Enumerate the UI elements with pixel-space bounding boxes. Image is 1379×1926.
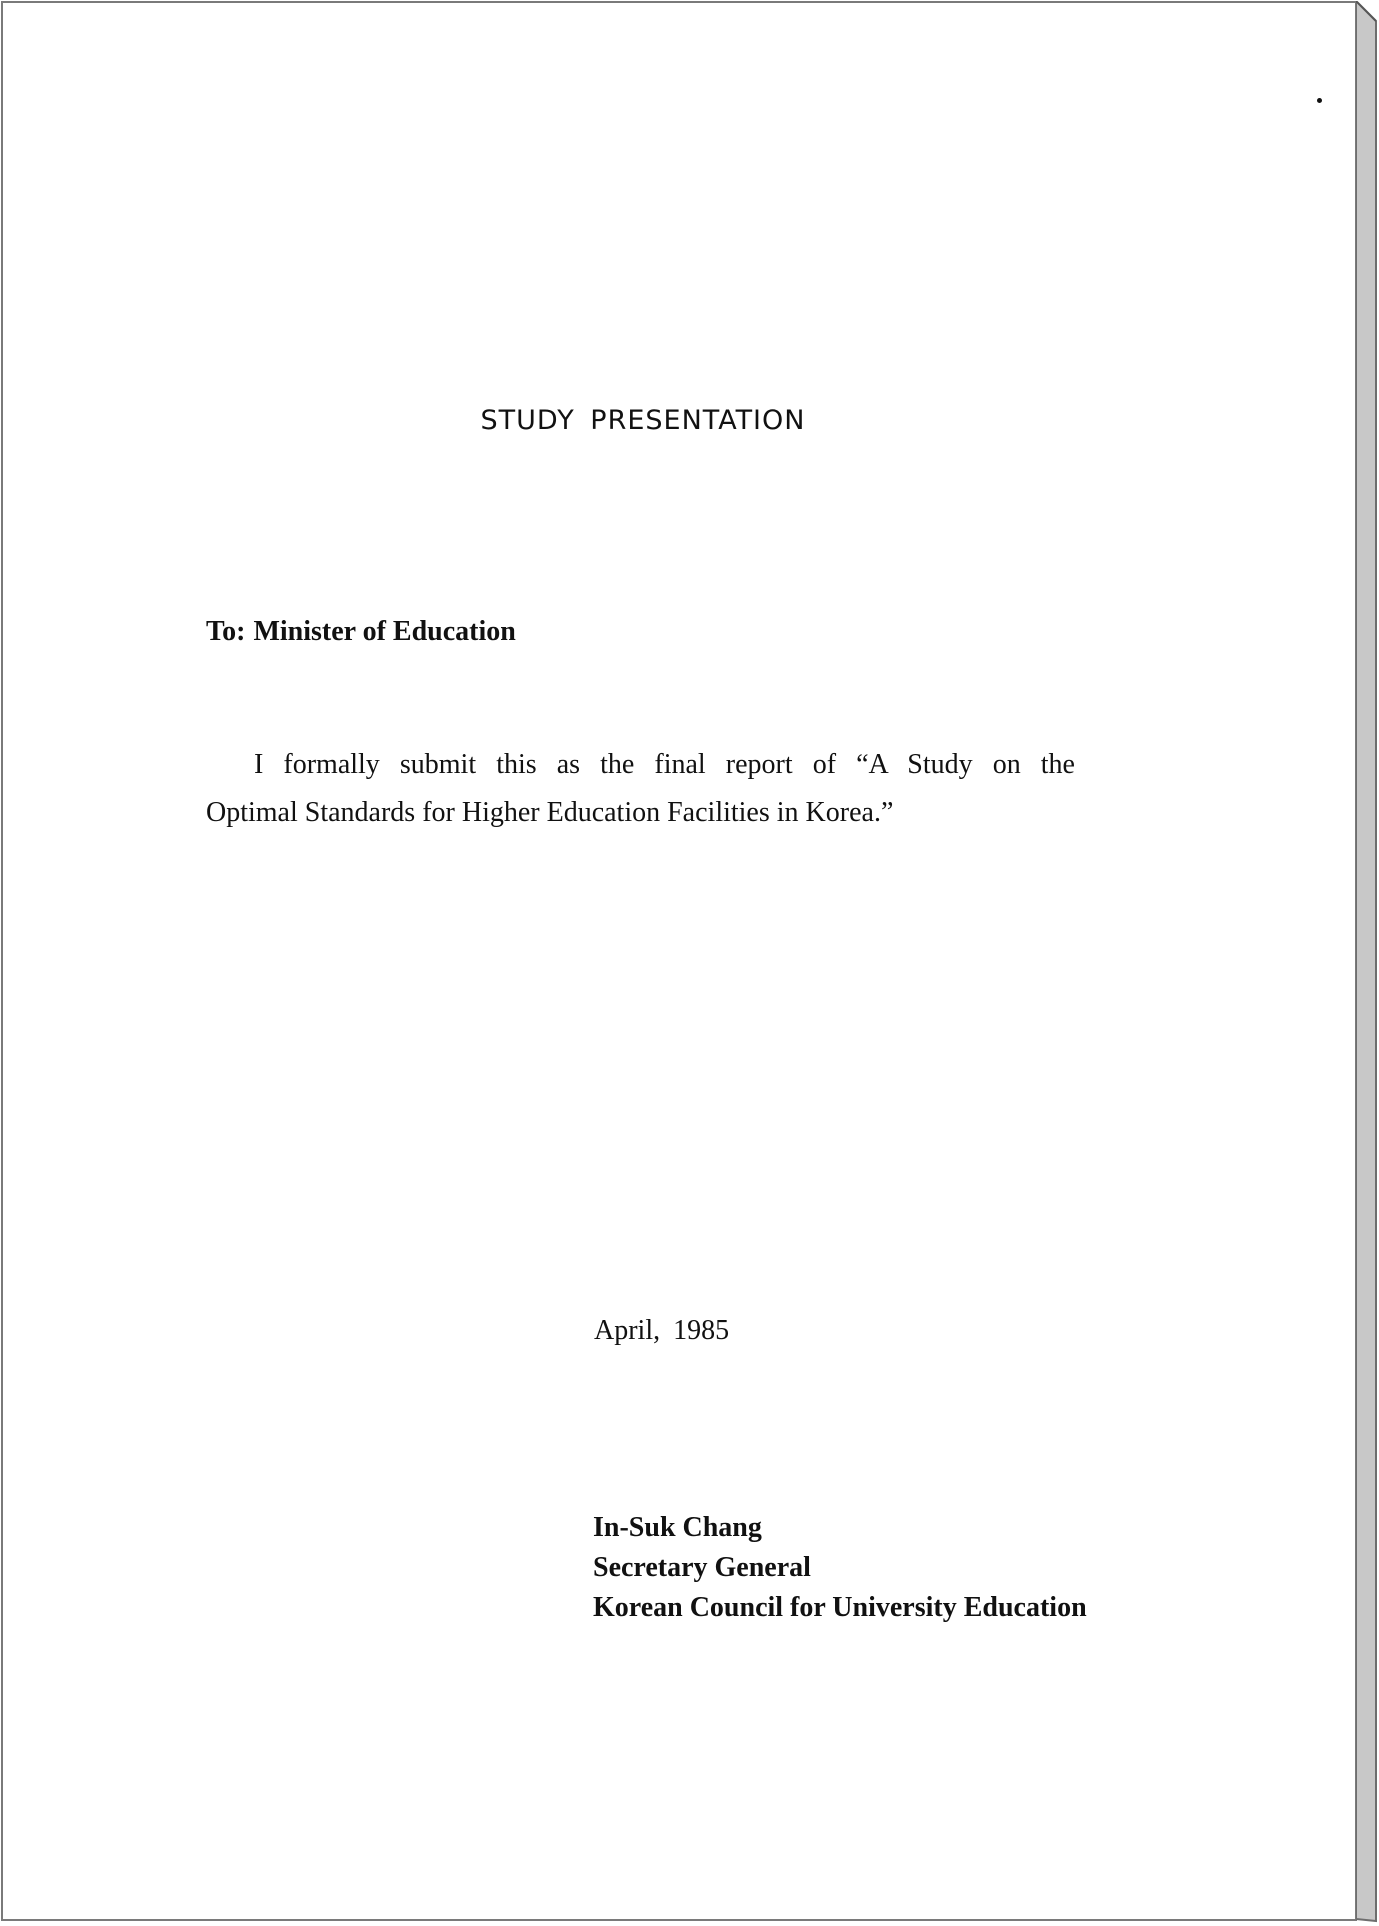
recipient-name: Minister of Education bbox=[253, 616, 516, 647]
signature-block bbox=[593, 1508, 1087, 1628]
body-paragraph bbox=[206, 741, 1075, 837]
signatory-organization: Korean Council for University Education bbox=[593, 1592, 1087, 1623]
document-page bbox=[1, 1, 1357, 1921]
recipient-line bbox=[206, 616, 516, 648]
signatory-position: Secretary General bbox=[593, 1552, 811, 1583]
document-title: STUDY PRESENTATION bbox=[480, 405, 806, 436]
document-date: April, 1985 bbox=[594, 1315, 730, 1346]
body-line-2: Optimal Standards for Higher Education Facilities in Korea.” bbox=[206, 797, 894, 828]
recipient-label: To: bbox=[206, 616, 246, 647]
body-line-1: I formally submit this as the final report of “A Study on the bbox=[254, 749, 1075, 780]
page-edge-shadow bbox=[1356, 1, 1378, 1923]
stray-mark bbox=[1317, 98, 1322, 103]
signatory-name: In-Suk Chang bbox=[593, 1512, 762, 1543]
